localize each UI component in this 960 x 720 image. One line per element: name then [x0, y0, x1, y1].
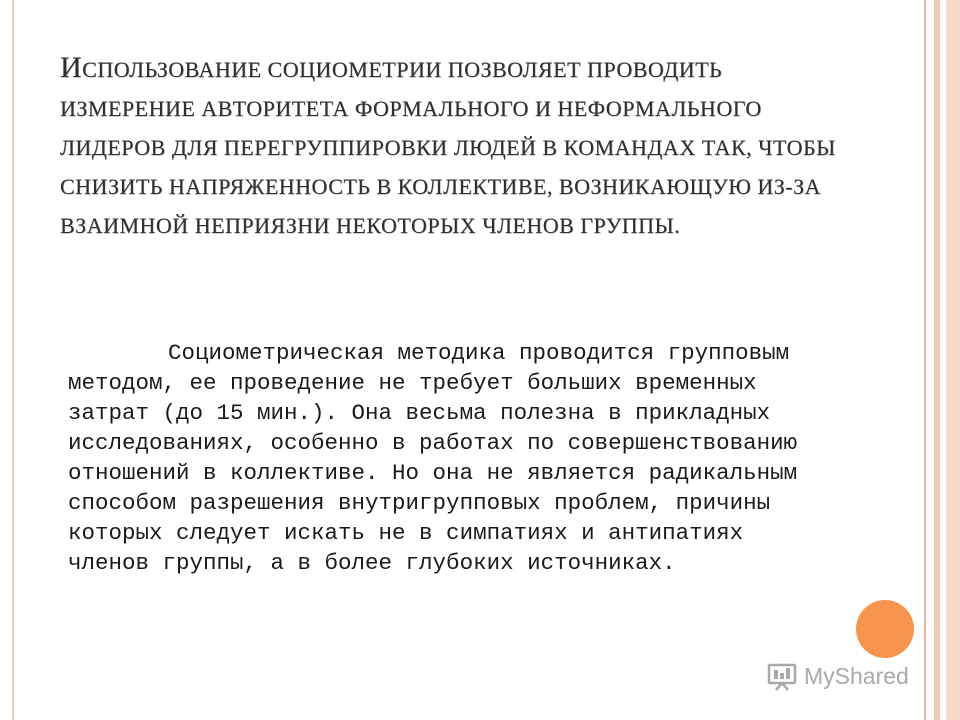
myshared-watermark [766, 658, 924, 694]
title-text: СПОЛЬЗОВАНИЕ СОЦИОМЕТРИИ ПОЗВОЛЯЕТ ПРОВОДИТЬ ИЗМЕРЕНИЕ АВТОРИТЕТА ФОРМАЛЬНОГО И НЕФОРМАЛЬНОГО ЛИДЕРОВ ДЛЯ ПЕРЕГРУППИРОВКИ ЛЮДЕЙ В КОМАНДАХ ТАК, ЧТОБЫ СНИЗИТЬ НАПРЯЖЕННОСТЬ В КОЛЛЕКТИВЕ, ВОЗНИКАЮЩУЮ ИЗ-ЗА ВЗАИМНОЙ НЕПРИЯЗНИ НЕКОТОРЫХ ЧЛЕНОВ ГРУППЫ. [60, 57, 836, 238]
body-paragraph: Социометрическая методика проводится групповым методом, ее проведение не требует больших временных затрат (до 15 мин.). Она весьма полезна в прикладных исследованиях, особенно в работах по совершенствованию отношений в коллективе. Но она не является радикальным способом разрешения внутригрупповых проблем, причины которых следует искать не в симпатиях и антипатиях членов группы, а в более глубоких источниках. [68, 340, 798, 576]
frame-right-band [946, 0, 960, 720]
frame-right-stripe [934, 0, 940, 720]
slide-title [60, 48, 850, 245]
orange-circle-decoration [856, 600, 914, 658]
projector-screen-icon [766, 660, 798, 692]
frame-left-line [12, 0, 14, 720]
frame-right-line [924, 0, 926, 720]
watermark-text: MyShared [804, 662, 909, 689]
title-first-letter: И [60, 51, 83, 84]
